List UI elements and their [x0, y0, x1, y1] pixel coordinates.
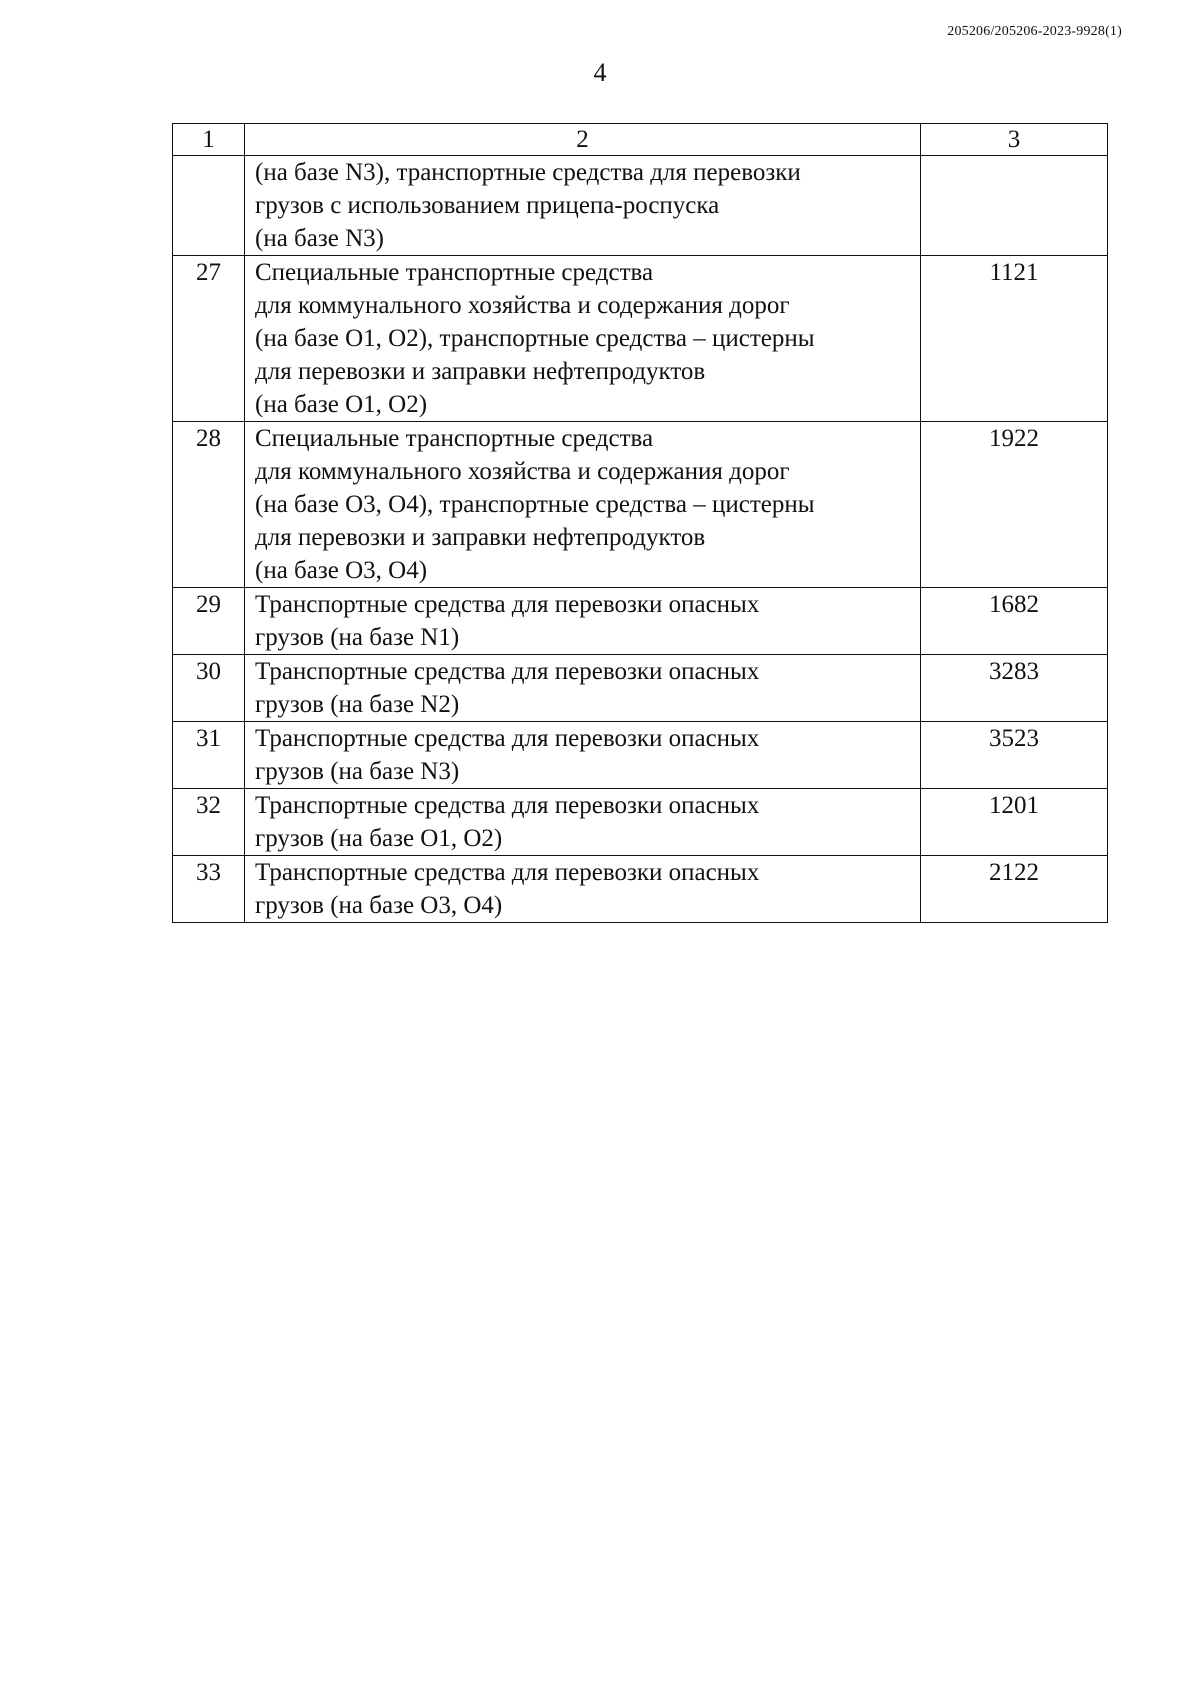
description-line: (на базе N3), транспортные средства для перевозки	[255, 159, 801, 186]
row-number-cell: 31	[173, 722, 245, 789]
column-header-1: 1	[173, 124, 245, 156]
description-line: Транспортные средства для перевозки опасных	[255, 658, 760, 685]
description-line: (на базе O3, O4), транспортные средства – цистерны	[255, 491, 815, 518]
row-number-cell: 29	[173, 588, 245, 655]
row-code-cell: 1682	[921, 588, 1108, 655]
row-description-cell	[245, 156, 921, 256]
description-line: грузов (на базе O3, O4)	[255, 892, 503, 919]
table-row	[173, 722, 1108, 789]
description-line: для коммунального хозяйства и содержания дорог	[255, 458, 790, 485]
description-line: (на базе N3)	[255, 225, 384, 252]
table-row	[173, 156, 1108, 256]
description-line: Транспортные средства для перевозки опасных	[255, 859, 760, 886]
row-number-cell: 32	[173, 789, 245, 856]
page-number: 4	[593, 58, 607, 87]
column-header-2: 2	[245, 124, 921, 156]
description-line: для коммунального хозяйства и содержания дорог	[255, 292, 790, 319]
table-header-row	[173, 124, 1108, 156]
row-description-cell	[245, 789, 921, 856]
description-line: Специальные транспортные средства	[255, 259, 654, 286]
description-line: (на базе O1, O2), транспортные средства – цистерны	[255, 325, 815, 352]
row-description-cell	[245, 655, 921, 722]
row-number-cell: 28	[173, 422, 245, 588]
description-line: Транспортные средства для перевозки опасных	[255, 792, 760, 819]
description-line: грузов (на базе O1, O2)	[255, 825, 503, 852]
description-line: (на базе O3, O4)	[255, 557, 428, 584]
description-line: грузов с использованием прицепа-роспуска	[255, 192, 720, 219]
document-code: 205206/205206-2023-9928(1)	[947, 24, 1122, 39]
table-row	[173, 256, 1108, 422]
description-line: для перевозки и заправки нефтепродуктов	[255, 524, 706, 551]
description-line: Специальные транспортные средства	[255, 425, 654, 452]
row-number-cell: 33	[173, 856, 245, 923]
row-code-cell: 2122	[921, 856, 1108, 923]
vehicle-table	[172, 123, 1108, 923]
table-row	[173, 422, 1108, 588]
table-row	[173, 789, 1108, 856]
row-description-cell	[245, 722, 921, 789]
row-number-cell: 27	[173, 256, 245, 422]
row-description-cell	[245, 422, 921, 588]
description-line: Транспортные средства для перевозки опасных	[255, 725, 760, 752]
table-body	[173, 156, 1108, 923]
description-line: грузов (на базе N3)	[255, 758, 460, 785]
row-description-cell	[245, 856, 921, 923]
table-row	[173, 588, 1108, 655]
column-header-3: 3	[921, 124, 1108, 156]
description-line: (на базе O1, O2)	[255, 391, 428, 418]
row-code-cell: 1922	[921, 422, 1108, 588]
table-row	[173, 856, 1108, 923]
row-code-cell: 3283	[921, 655, 1108, 722]
table-row	[173, 655, 1108, 722]
row-description-cell	[245, 588, 921, 655]
description-line: грузов (на базе N2)	[255, 691, 460, 718]
row-code-cell: 3523	[921, 722, 1108, 789]
row-code-cell	[921, 156, 1108, 256]
description-line: Транспортные средства для перевозки опасных	[255, 591, 760, 618]
row-number-cell	[173, 156, 245, 256]
description-line: грузов (на базе N1)	[255, 624, 460, 651]
description-line: для перевозки и заправки нефтепродуктов	[255, 358, 706, 385]
row-code-cell: 1201	[921, 789, 1108, 856]
row-code-cell: 1121	[921, 256, 1108, 422]
row-number-cell: 30	[173, 655, 245, 722]
row-description-cell	[245, 256, 921, 422]
